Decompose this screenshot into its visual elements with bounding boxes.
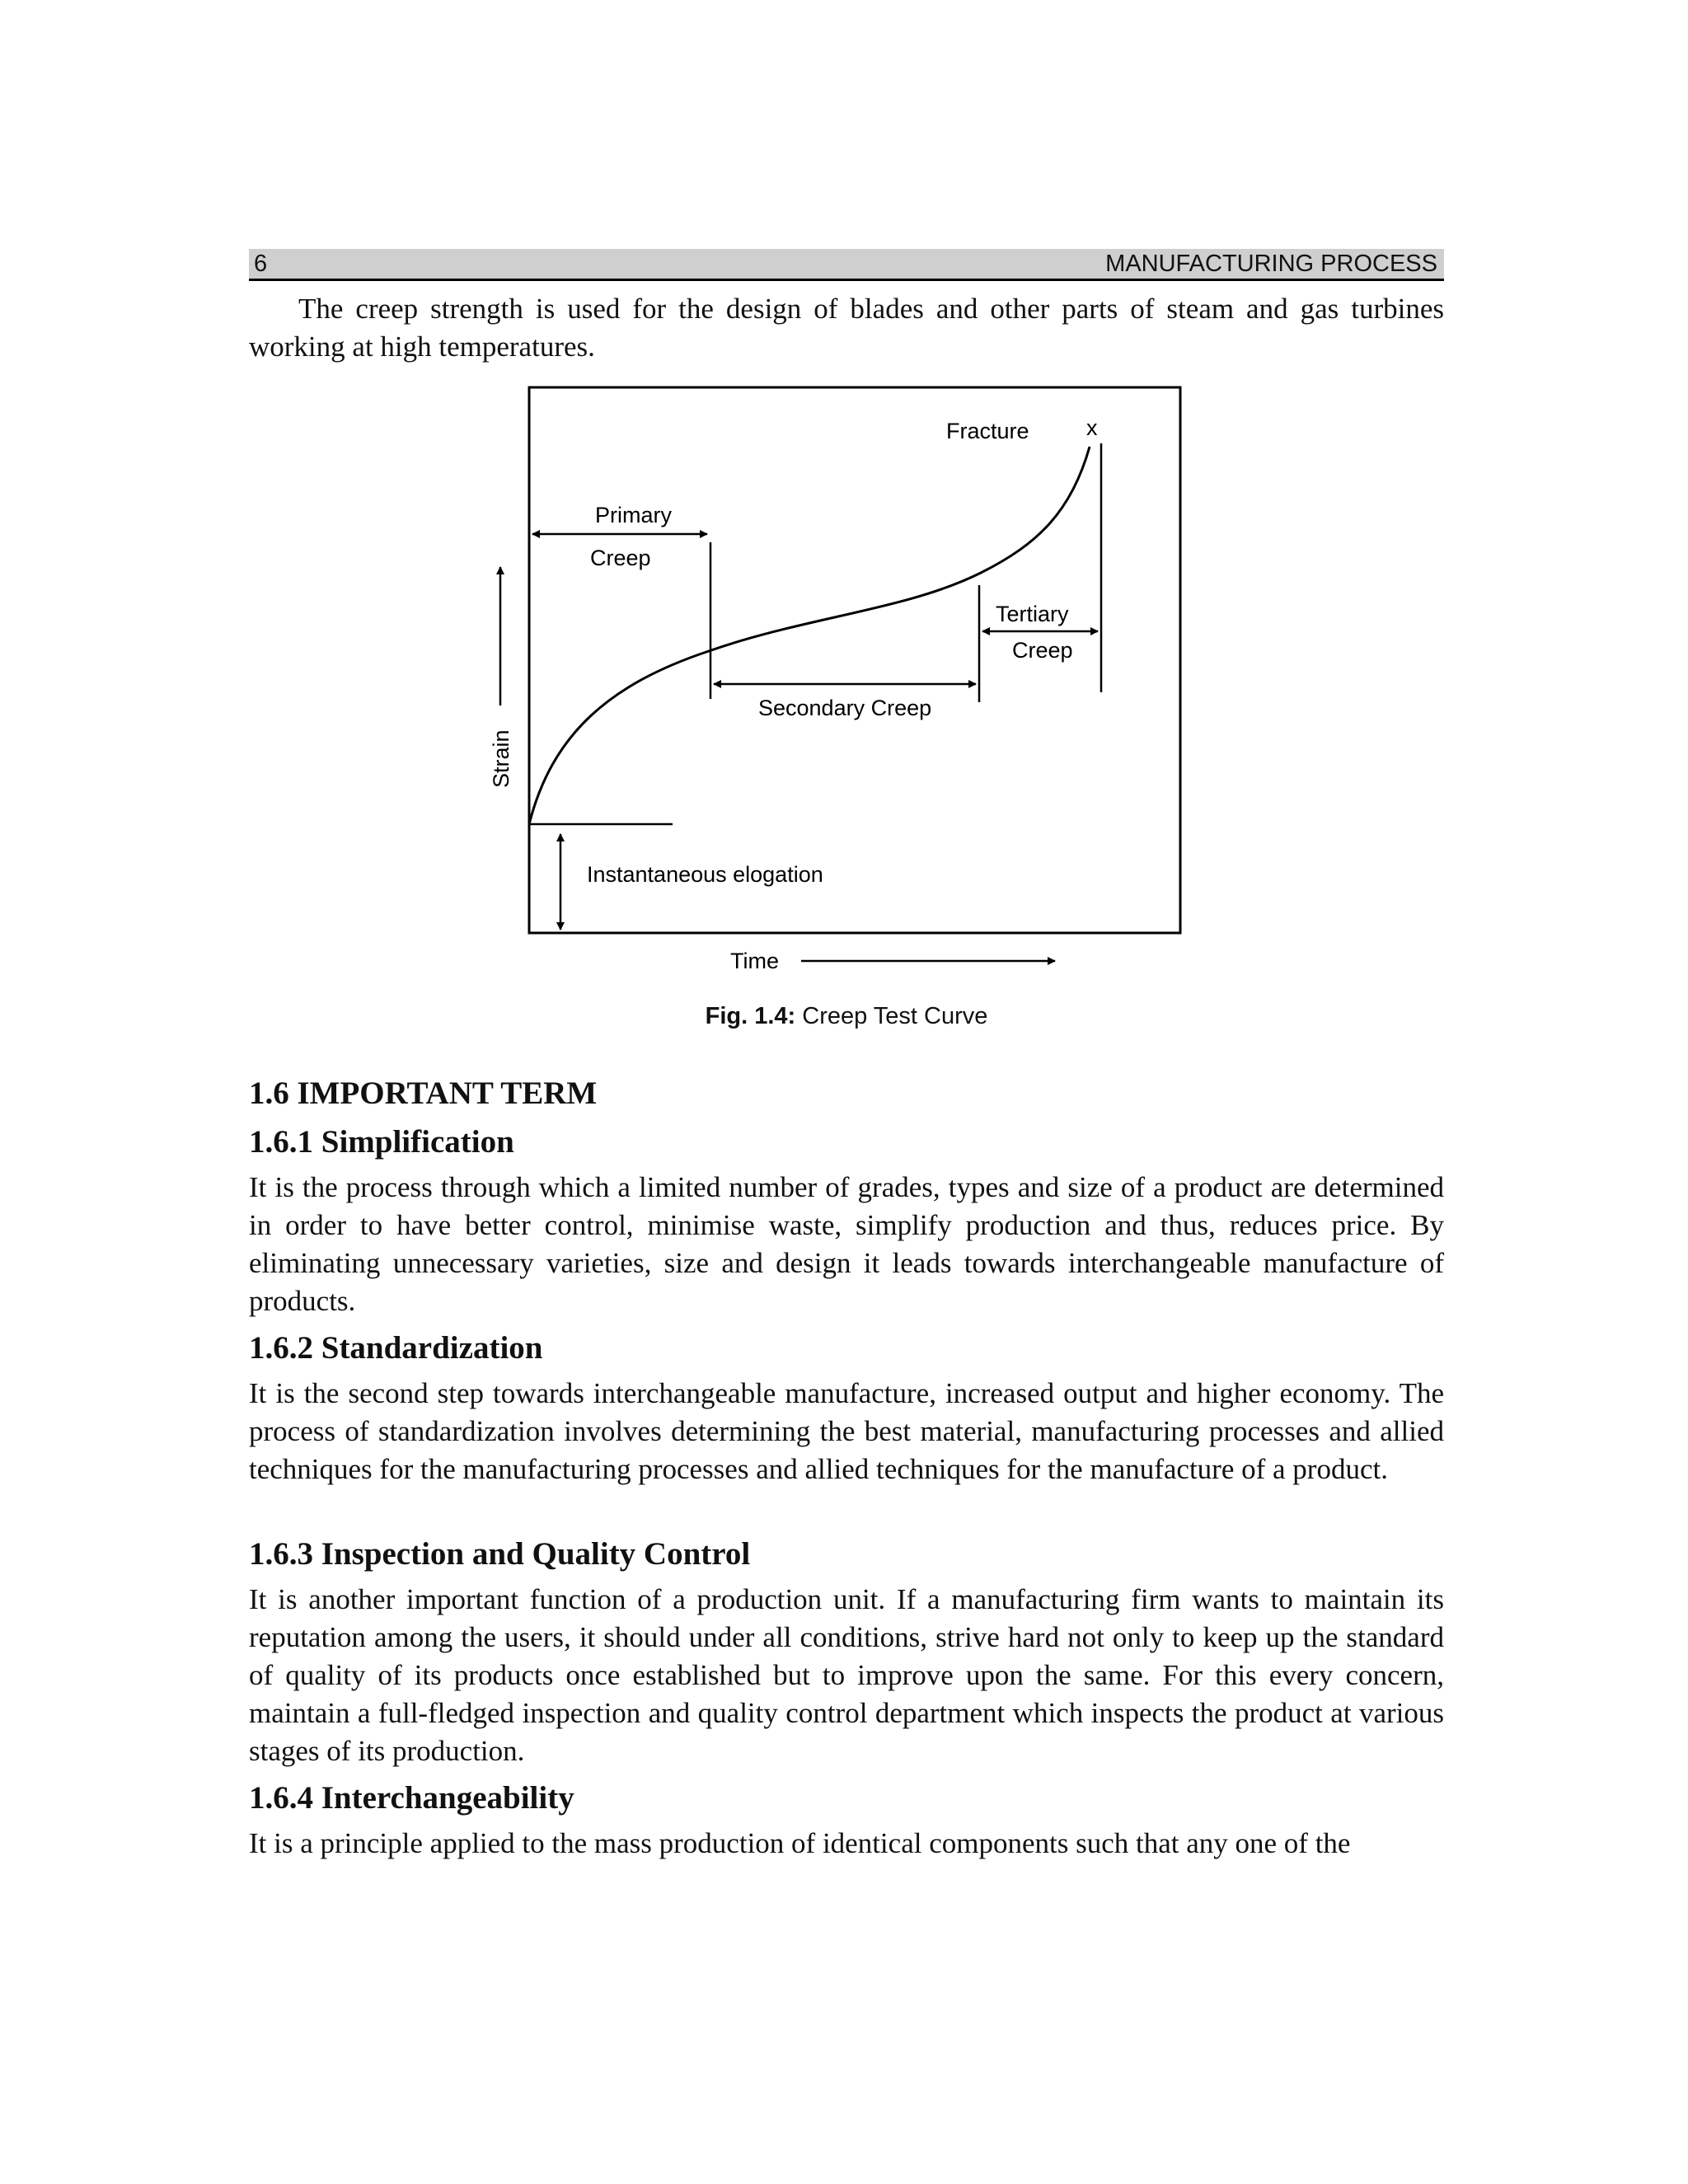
tertiary-creep-label-1: Tertiary: [996, 602, 1069, 626]
page-header: [249, 249, 1444, 281]
running-head: MANUFACTURING PROCESS: [1105, 251, 1437, 277]
creep-curve-figure: [478, 379, 1220, 1038]
page-number: 6: [254, 251, 268, 277]
creep-curve-diagram: [478, 379, 1220, 1038]
fracture-label: Fracture: [946, 419, 1029, 443]
figure-caption-number: Fig. 1.4:: [705, 1003, 796, 1029]
section-1-6-4-heading: 1.6.4 Interchangeability: [249, 1780, 574, 1816]
section-1-6-4-text: It is a principle applied to the mass production of identical components such that any one of the: [249, 1827, 1351, 1859]
section-1-6-3-heading: 1.6.3 Inspection and Quality Control: [249, 1536, 751, 1572]
tertiary-creep-label-2: Creep: [1012, 638, 1073, 663]
section-1-6-2-heading: 1.6.2 Standardization: [249, 1330, 543, 1366]
figure-caption: [249, 1001, 1444, 1031]
section-1-6-3-text: It is another important function of a production unit. If a manufacturing firm wants to maintain its reputation among the users, it should under all conditions, strive hard not only to keep up the standard of quality of its products once established but to improve upon the same. For this every concern, maintain a full-fledged inspection and quality control department which inspects the product at various stages of its production.: [249, 1583, 1444, 1767]
section-1-6-heading: 1.6 IMPORTANT TERM: [249, 1076, 598, 1111]
instantaneous-elongation-label: Instantaneous elogation: [587, 862, 823, 887]
secondary-creep-label: Secondary Creep: [758, 696, 932, 720]
primary-creep-label-1: Primary: [595, 503, 672, 527]
fracture-mark: x: [1086, 415, 1098, 440]
primary-creep-label-2: Creep: [590, 546, 651, 570]
section-1-6-1-heading: 1.6.1 Simplification: [249, 1124, 514, 1160]
figure-caption-text: Creep Test Curve: [795, 1003, 988, 1029]
strain-axis-label: Strain: [489, 729, 513, 788]
time-axis-label: Time: [730, 949, 779, 973]
section-1-6-1-text: It is the process through which a limited number of grades, types and size of a product are determined in order to have better control, minimise waste, simplify production and thus, reduces price. By eliminating unnecessary varieties, size and design it leads towards interchangeable manufacture of products.: [249, 1171, 1444, 1317]
intro-paragraph: The creep strength is used for the design of blades and other parts of steam and gas turbines working at high temperatures.: [249, 293, 1444, 363]
section-1-6-2-text: It is the second step towards interchangeable manufacture, increased output and higher economy. The process of standardization involves determining the best material, manufacturing processes and allied techniques for the manufacturing processes and allied techniques for the manufacture of a product.: [249, 1377, 1444, 1485]
